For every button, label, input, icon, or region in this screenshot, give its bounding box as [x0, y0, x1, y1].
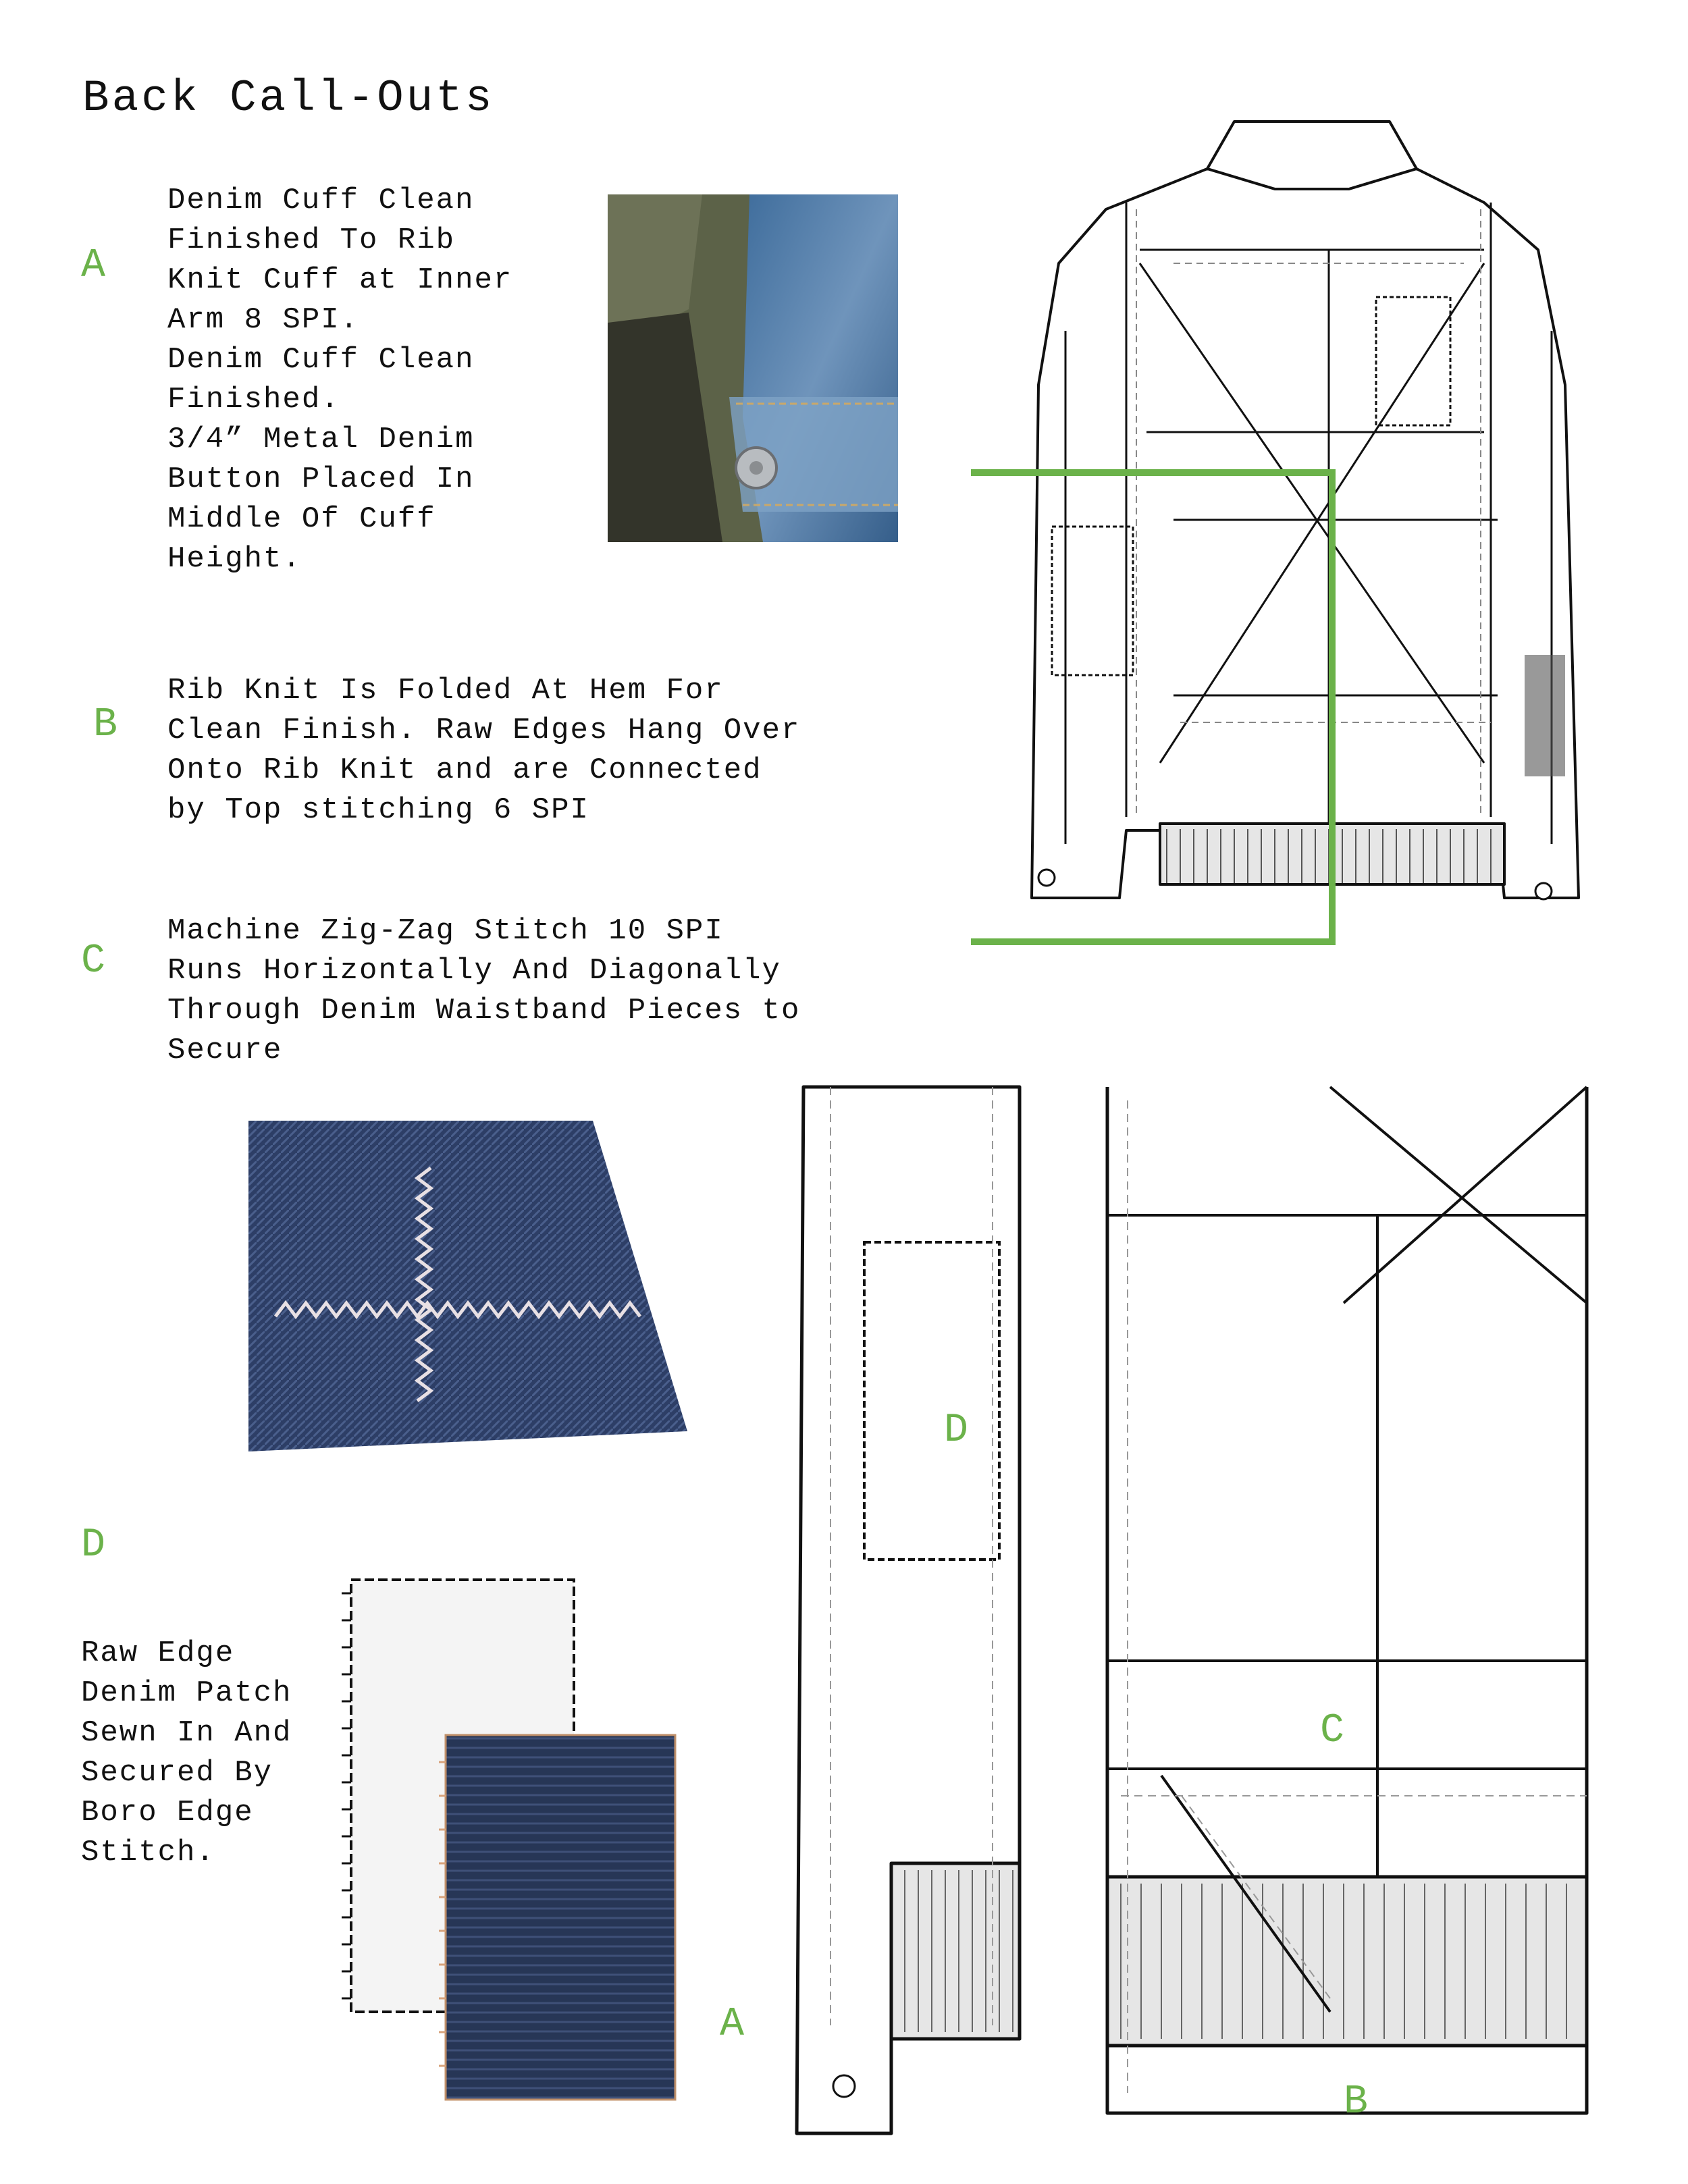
zigzag-photo [248, 1121, 687, 1451]
patch-photo [338, 1573, 682, 2106]
detail-label-c: C [1320, 1708, 1345, 1754]
callout-d-letter: D [81, 1522, 106, 1568]
detail-label-a: A [720, 2002, 745, 2048]
detail-label-b: B [1344, 2079, 1369, 2125]
callout-d-text: Raw Edge Denim Patch Sewn In And Secured By Boro Edge Stitch. [81, 1636, 292, 1869]
callout-c-text: Machine Zig-Zag Stitch 10 SPI Runs Horizontally And Diagonally Through Denim Waistband Pieces to Secure [167, 914, 801, 1067]
detail-label-d: D [944, 1408, 969, 1454]
callout-a-text: Denim Cuff Clean Finished To Rib Knit Cuff at Inner Arm 8 SPI. Denim Cuff Clean Finished. 3/4” Metal Denim Button Placed In Middle Of Cuff Height. [167, 184, 513, 576]
cuff-photo [608, 194, 898, 542]
callout-b-letter: B [93, 702, 118, 748]
page-title: Back Call-Outs [82, 73, 495, 124]
jacket-back-sketch [971, 115, 1592, 945]
callout-c-letter: C [81, 938, 106, 984]
callout-a-letter: A [81, 243, 106, 289]
detail-sketch [790, 1080, 1593, 2140]
callout-b-text: Rib Knit Is Folded At Hem For Clean Finish. Raw Edges Hang Over Onto Rib Knit and are Connected by Top stitching 6 SPI [167, 674, 801, 827]
